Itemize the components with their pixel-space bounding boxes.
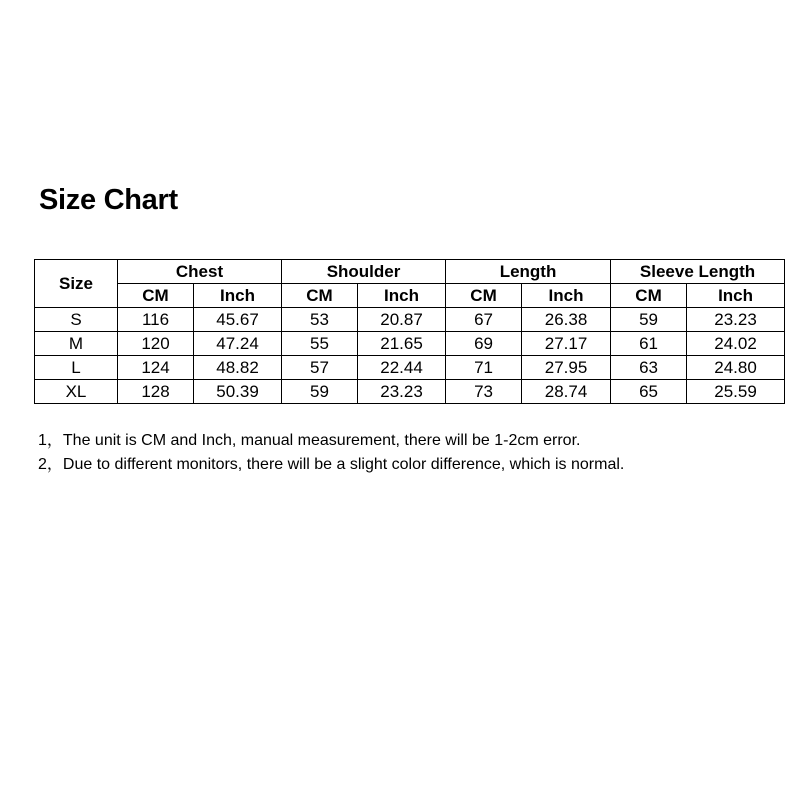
table-row bbox=[35, 380, 785, 404]
sleeve-cm-cell: 61 bbox=[611, 332, 687, 356]
unit-header: Inch bbox=[522, 284, 611, 308]
shoulder-cm-cell: 57 bbox=[282, 356, 358, 380]
chest-cm-cell: 116 bbox=[118, 308, 194, 332]
shoulder-group-header: Shoulder bbox=[282, 260, 446, 284]
unit-header: Inch bbox=[194, 284, 282, 308]
table-header-row bbox=[35, 260, 785, 284]
chest-cm-cell: 120 bbox=[118, 332, 194, 356]
unit-header: Inch bbox=[358, 284, 446, 308]
sleeve-inch-cell: 25.59 bbox=[687, 380, 785, 404]
length-inch-cell: 27.17 bbox=[522, 332, 611, 356]
sleeve-cm-cell: 63 bbox=[611, 356, 687, 380]
size-cell: L bbox=[35, 356, 118, 380]
chest-cm-cell: 124 bbox=[118, 356, 194, 380]
length-inch-cell: 28.74 bbox=[522, 380, 611, 404]
unit-header: Inch bbox=[687, 284, 785, 308]
table-row bbox=[35, 356, 785, 380]
size-chart-table bbox=[34, 259, 785, 404]
unit-header: CM bbox=[282, 284, 358, 308]
sleeve-length-group-header: Sleeve Length bbox=[611, 260, 785, 284]
sleeve-inch-cell: 24.02 bbox=[687, 332, 785, 356]
length-cm-cell: 69 bbox=[446, 332, 522, 356]
size-cell: XL bbox=[35, 380, 118, 404]
sleeve-cm-cell: 59 bbox=[611, 308, 687, 332]
shoulder-inch-cell: 21.65 bbox=[358, 332, 446, 356]
shoulder-inch-cell: 23.23 bbox=[358, 380, 446, 404]
table-row bbox=[35, 308, 785, 332]
page-title: Size Chart bbox=[39, 184, 178, 216]
chest-cm-cell: 128 bbox=[118, 380, 194, 404]
shoulder-cm-cell: 53 bbox=[282, 308, 358, 332]
chest-inch-cell: 50.39 bbox=[194, 380, 282, 404]
sleeve-inch-cell: 23.23 bbox=[687, 308, 785, 332]
length-cm-cell: 67 bbox=[446, 308, 522, 332]
unit-header: CM bbox=[611, 284, 687, 308]
sleeve-cm-cell: 65 bbox=[611, 380, 687, 404]
note-item: 2，Due to different monitors, there will be a slight color difference, which is normal. bbox=[38, 456, 625, 473]
length-group-header: Length bbox=[446, 260, 611, 284]
unit-header: CM bbox=[446, 284, 522, 308]
note-item: 1，The unit is CM and Inch, manual measurement, there will be 1-2cm error. bbox=[38, 432, 581, 449]
chest-inch-cell: 48.82 bbox=[194, 356, 282, 380]
chest-inch-cell: 47.24 bbox=[194, 332, 282, 356]
length-inch-cell: 27.95 bbox=[522, 356, 611, 380]
shoulder-cm-cell: 59 bbox=[282, 380, 358, 404]
length-cm-cell: 71 bbox=[446, 356, 522, 380]
notes-section bbox=[38, 429, 624, 477]
chest-inch-cell: 45.67 bbox=[194, 308, 282, 332]
table-subheader-row bbox=[35, 284, 785, 308]
length-inch-cell: 26.38 bbox=[522, 308, 611, 332]
size-cell: S bbox=[35, 308, 118, 332]
shoulder-cm-cell: 55 bbox=[282, 332, 358, 356]
shoulder-inch-cell: 22.44 bbox=[358, 356, 446, 380]
length-cm-cell: 73 bbox=[446, 380, 522, 404]
shoulder-inch-cell: 20.87 bbox=[358, 308, 446, 332]
sleeve-inch-cell: 24.80 bbox=[687, 356, 785, 380]
size-cell: M bbox=[35, 332, 118, 356]
table-row bbox=[35, 332, 785, 356]
unit-header: CM bbox=[118, 284, 194, 308]
size-column-header: Size bbox=[35, 260, 118, 308]
chest-group-header: Chest bbox=[118, 260, 282, 284]
